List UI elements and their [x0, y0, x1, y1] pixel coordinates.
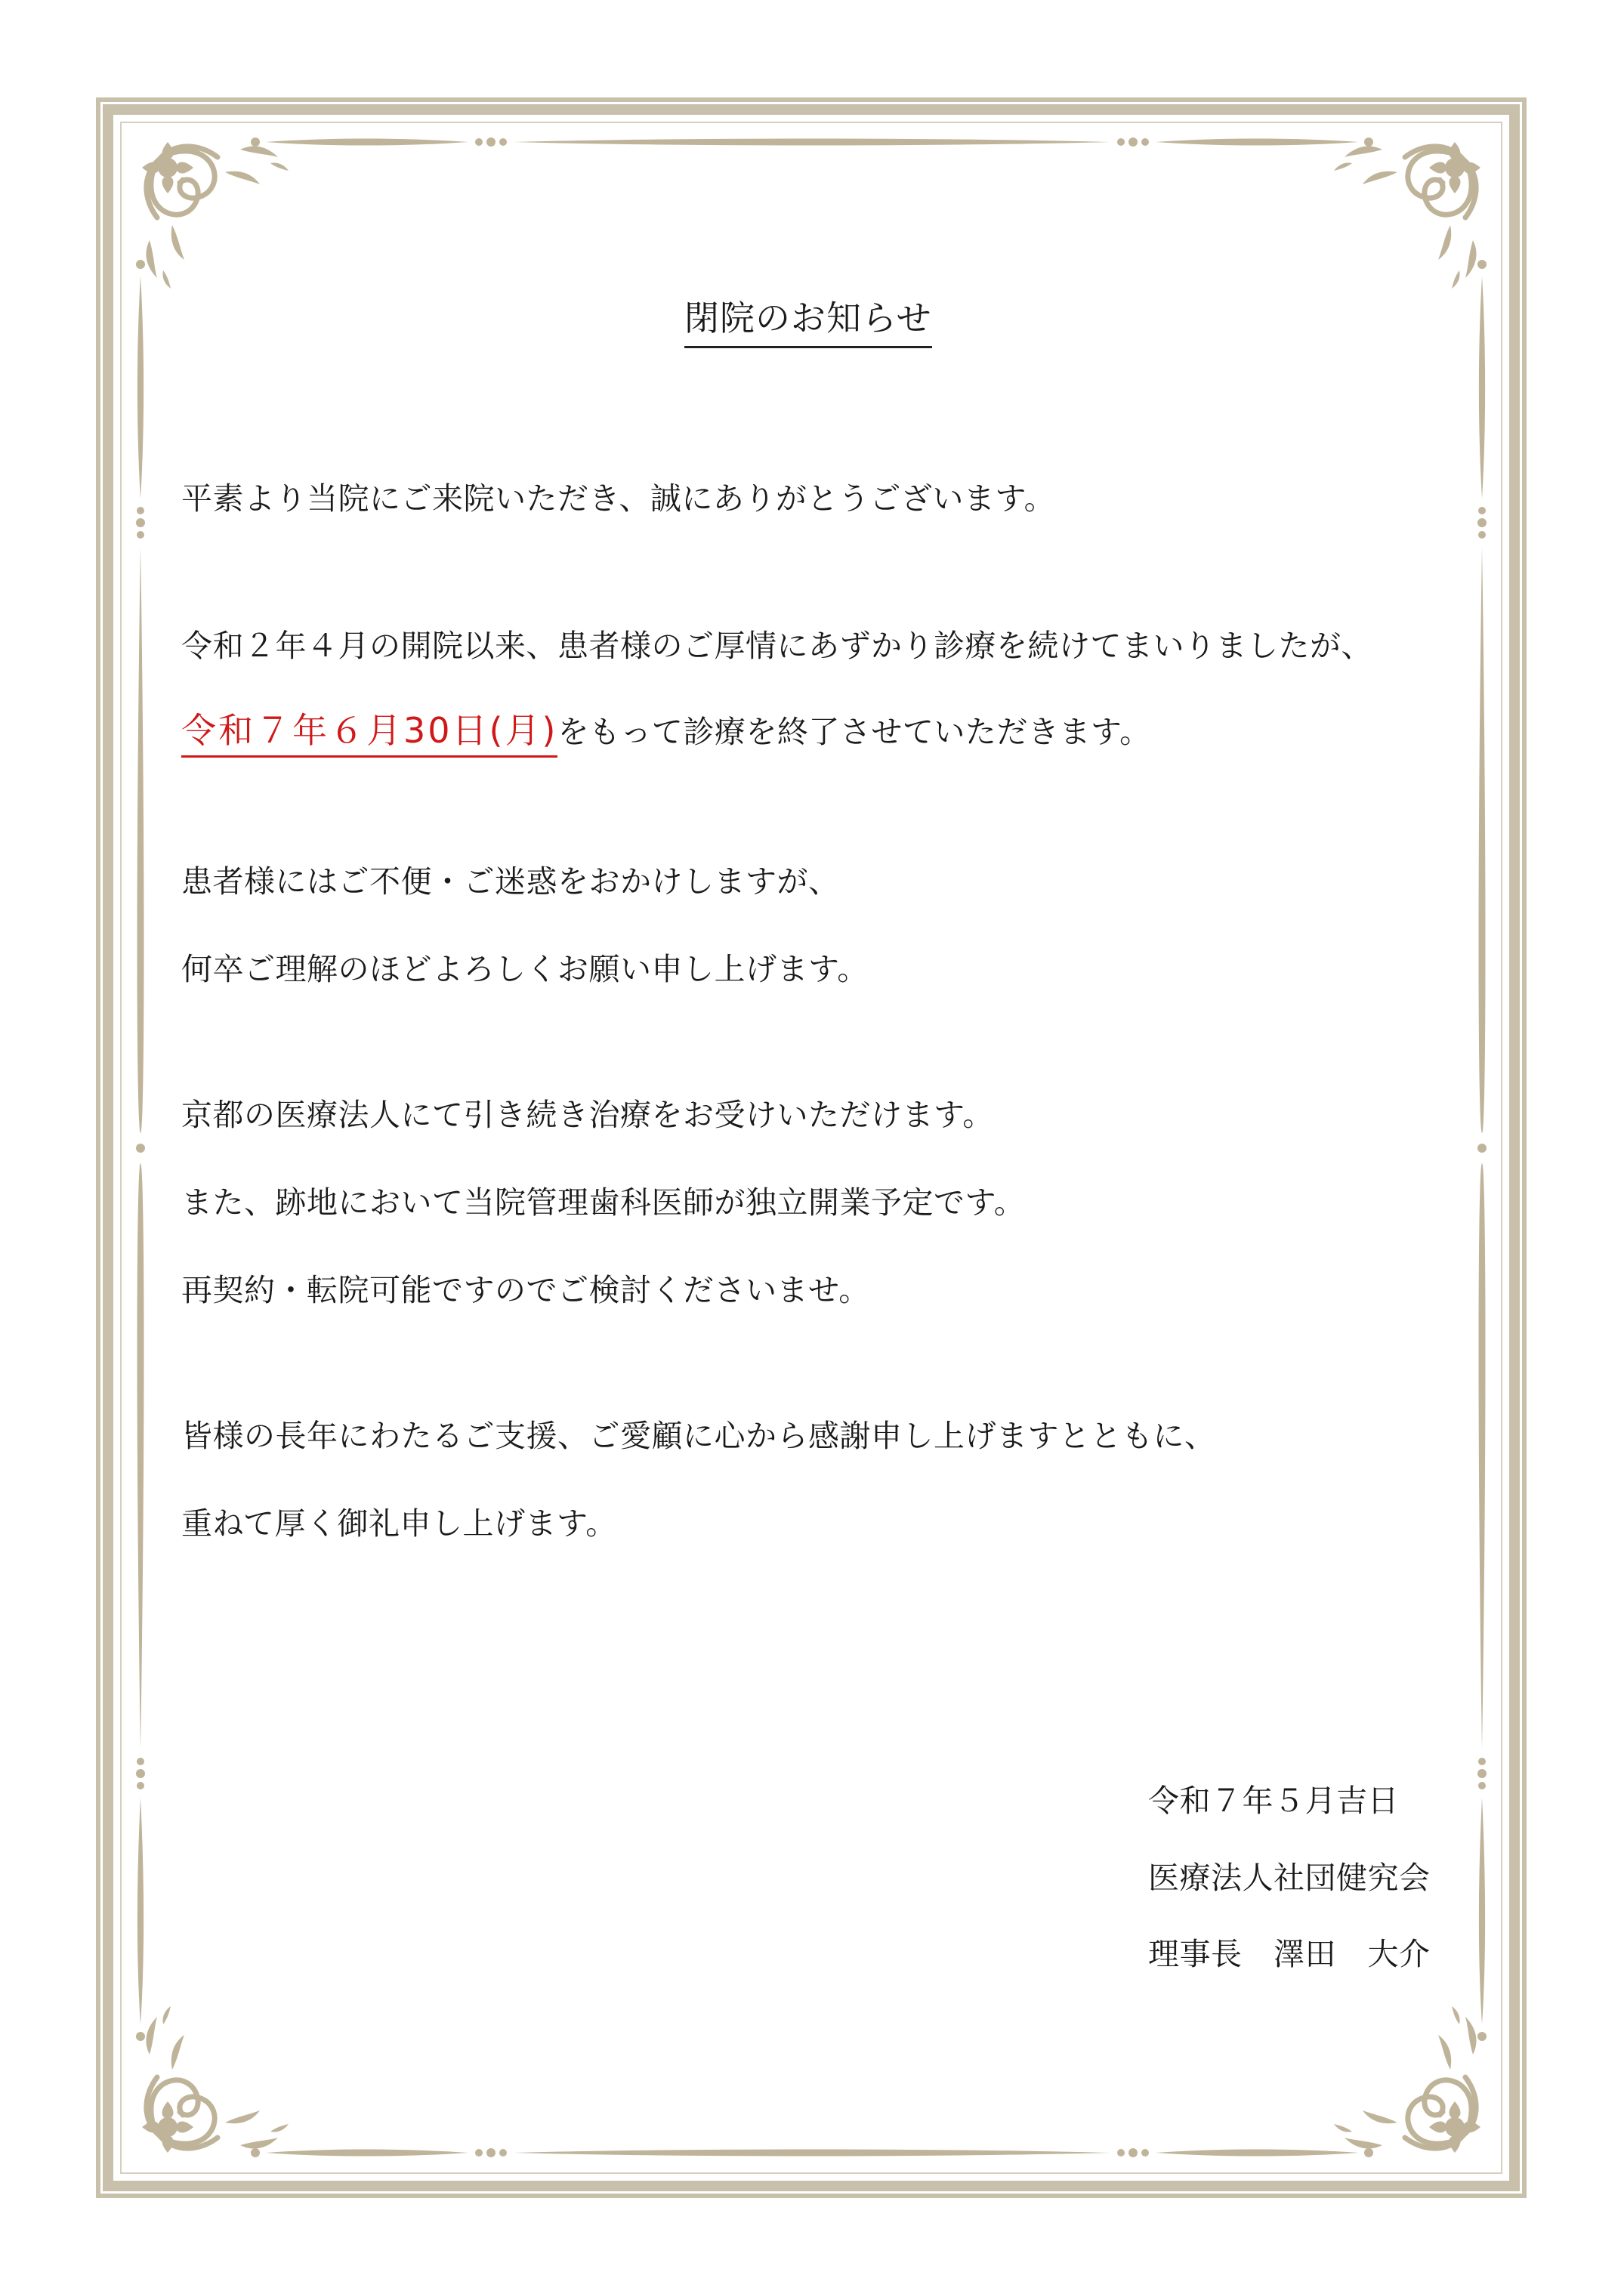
- paragraph-apology-line1: 患者様にはご不便・ご迷惑をおかけしますが、: [181, 863, 840, 900]
- paragraph-thanks-line1: 皆様の長年にわたるご支援、ご愛顧に心から感謝申し上げますとともに、: [181, 1418, 1216, 1454]
- paragraph-continuation-line3: 再契約・転院可能ですのでご検討くださいませ。: [181, 1272, 870, 1308]
- closing-date: 令和７年６月30日(月): [181, 713, 557, 758]
- paragraph-history-line1: 令和２年４月の開院以来、患者様のご厚情にあずかり診療を続けてまいりましたが、: [181, 628, 1372, 664]
- signature-date: 令和７年５月吉日: [1148, 1783, 1399, 1819]
- paragraph-greeting: 平素より当院にご来院いただき、誠にありがとうございます。: [181, 480, 1056, 517]
- paragraph-thanks-line2: 重ねて厚く御礼申し上げます。: [181, 1505, 617, 1542]
- page-title: 閉院のお知らせ: [684, 301, 932, 348]
- paragraph-apology-line2: 何卒ご理解のほどよろしくお願い申し上げます。: [181, 951, 869, 987]
- signature-organization: 医療法人社団健究会: [1148, 1860, 1431, 1896]
- paragraph-continuation-line2: また、跡地において当院管理歯科医師が独立開業予定です。: [181, 1184, 1026, 1221]
- paragraph-history-line2: [181, 710, 1151, 758]
- closing-date-rest: をもって診療を終了させていただきます。: [557, 714, 1151, 750]
- paragraph-continuation-line1: 京都の医療法人にて引き続き治療をお受けいただけます。: [181, 1097, 994, 1133]
- signature-representative: 理事長 澤田 大介: [1148, 1936, 1431, 1972]
